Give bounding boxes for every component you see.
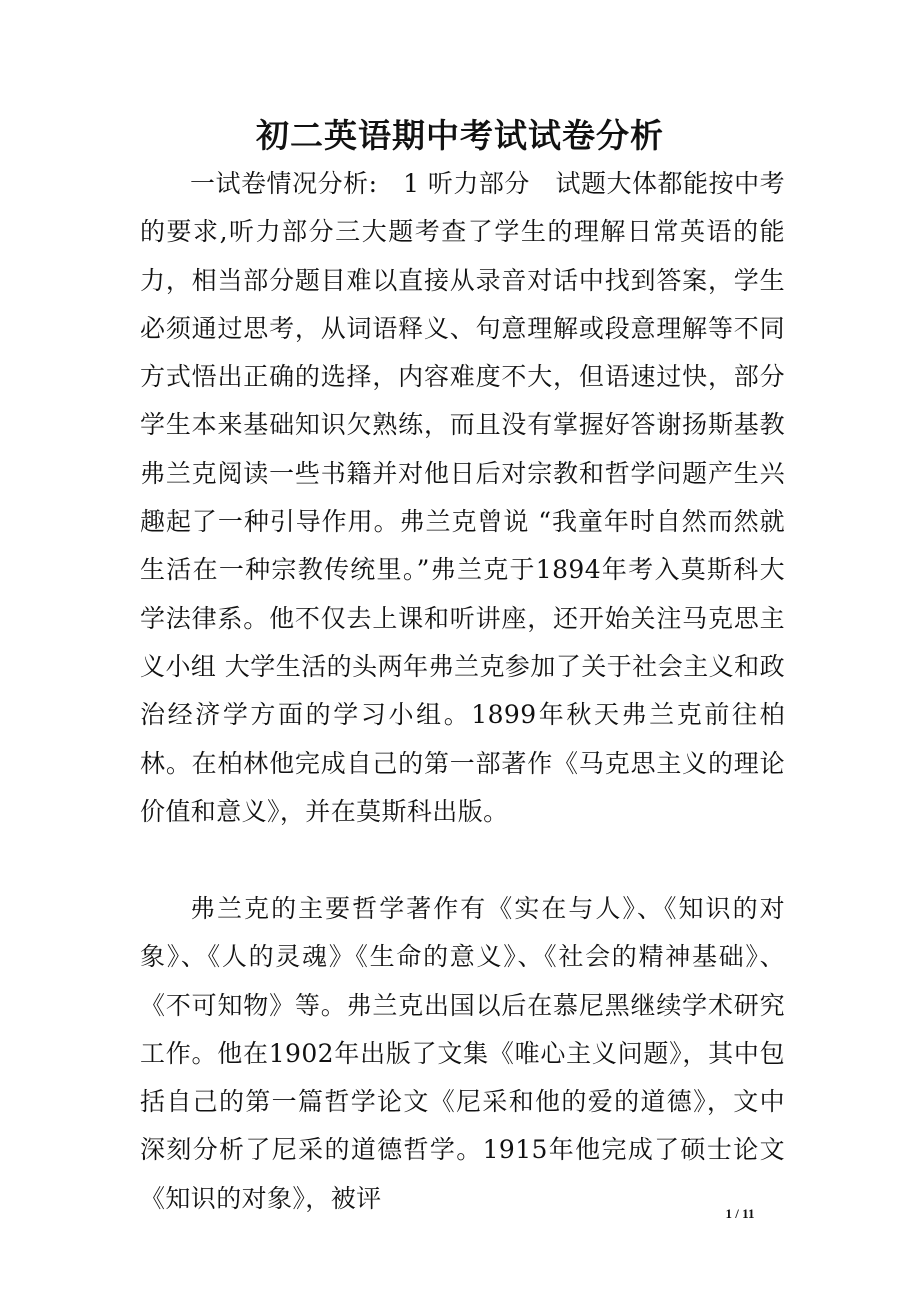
body-paragraph-1: 一试卷情况分析: 1 听力部分 试题大体都能按中考的要求,听力部分三大题考查了学生的理解日常英语的能力，相当部分题目难以直接从录音对话中找到答案，学生必须通过思考，从词语释义、句意理解或段意理解等不同方式悟出正确的选择，内容难度不大，但语速过快，部分学生本来基础知识欠熟练，而且没有掌握好答谢扬斯基教弗兰克阅读一些书籍并对他日后对宗教和哲学问题产生兴趣起了一种引导作用。弗兰克曾说 “我童年时自然而然就生活在一种宗教传统里。”弗兰克于1894年考入莫斯科大学法律系。他不仅去上课和听讲座，还开始关注马克思主义小组 大学生活的头两年弗兰克参加了关于社会主义和政治经济学方面的学习小组。1899年秋天弗兰克前往柏林。在柏林他完成自己的第一部著作《马克思主义的理论价值和意义》，并在莫斯科出版。 xyxy=(140,169,785,826)
body-paragraph-2: 弗兰克的主要哲学著作有《实在与人》、《知识的对象》、《人的灵魂》《生命的意义》、《社会的精神基础》、《不可知物》等。弗兰克出国以后在慕尼黑继续学术研究工作。他在1902年出版了文集《唯心主义问题》，其中包括自己的第一篇哲学论文《尼采和他的爱的道德》，文中深刻分析了尼采的道德哲学。1915年他完成了硕士论文《知识的对象》，被评 xyxy=(140,894,785,1213)
page-number: 1 / 11 xyxy=(725,1206,755,1221)
document-title: 初二英语期中考试试卷分析 xyxy=(256,116,664,155)
